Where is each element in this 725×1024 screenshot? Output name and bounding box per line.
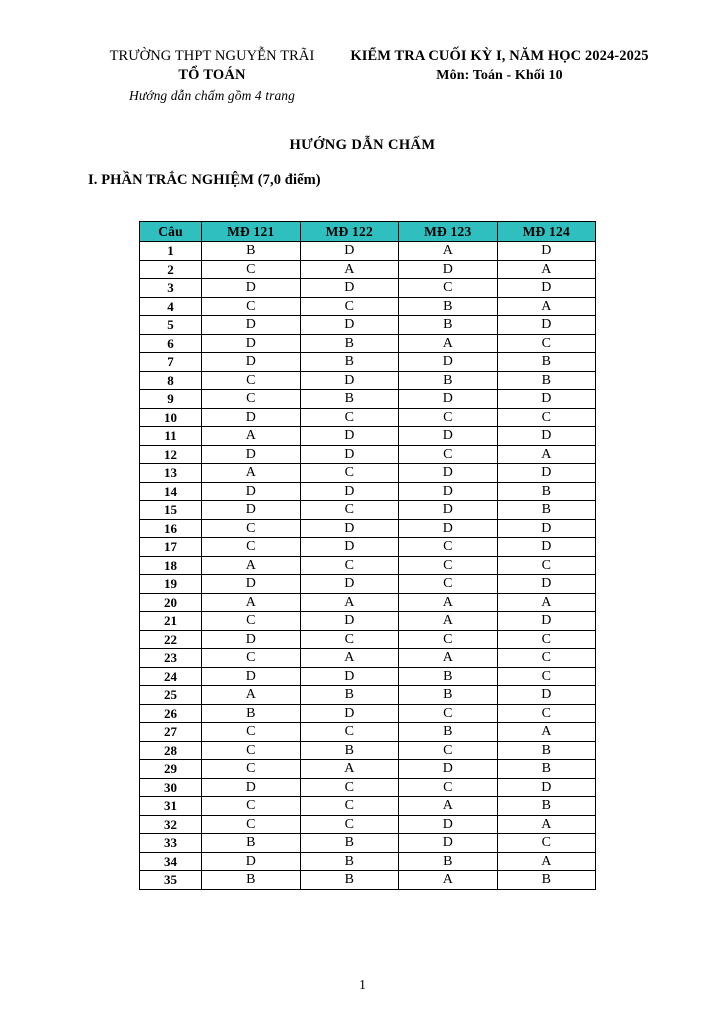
school-name: TRƯỜNG THPT NGUYỄN TRÃI xyxy=(109,48,315,64)
answer-cell: C xyxy=(202,371,301,390)
answer-cell: A xyxy=(497,815,596,834)
table-row xyxy=(140,871,596,890)
answer-cell: A xyxy=(497,445,596,464)
question-number-cell: 27 xyxy=(140,723,202,742)
question-number-cell: 35 xyxy=(140,871,202,890)
column-header-code-123: MĐ 123 xyxy=(399,222,498,242)
answer-cell: A xyxy=(202,427,301,446)
answer-cell: B xyxy=(497,371,596,390)
answer-cell: C xyxy=(497,834,596,853)
question-number-cell: 1 xyxy=(140,242,202,261)
table-row xyxy=(140,482,596,501)
answer-cell: D xyxy=(300,704,399,723)
answer-cell: B xyxy=(202,242,301,261)
answer-cell: B xyxy=(300,871,399,890)
answer-cell: D xyxy=(300,279,399,298)
answer-cell: D xyxy=(300,242,399,261)
answer-cell: B xyxy=(202,834,301,853)
guide-page-count: Hướng dẫn chấm gồm 4 trang xyxy=(128,88,296,104)
question-number-cell: 14 xyxy=(140,482,202,501)
answer-cell: A xyxy=(497,852,596,871)
answer-cell: A xyxy=(399,649,498,668)
table-row xyxy=(140,778,596,797)
exam-title: KIỂM TRA CUỐI KỲ I, NĂM HỌC 2024-2025 xyxy=(350,48,649,64)
answer-cell: C xyxy=(300,778,399,797)
answer-cell: C xyxy=(202,797,301,816)
table-row xyxy=(140,593,596,612)
question-number-cell: 2 xyxy=(140,260,202,279)
question-number-cell: 15 xyxy=(140,501,202,520)
answer-cell: D xyxy=(202,667,301,686)
answer-cell: C xyxy=(202,741,301,760)
answer-key-table-container xyxy=(139,221,595,890)
table-row xyxy=(140,279,596,298)
table-row xyxy=(140,390,596,409)
answer-cell: D xyxy=(399,760,498,779)
answer-cell: B xyxy=(399,723,498,742)
answer-cell: A xyxy=(399,612,498,631)
answer-cell: B xyxy=(399,667,498,686)
answer-cell: C xyxy=(300,501,399,520)
header-left-block xyxy=(88,47,336,104)
exam-subject: Môn: Toán - Khối 10 xyxy=(436,67,563,83)
question-number-cell: 10 xyxy=(140,408,202,427)
question-number-cell: 9 xyxy=(140,390,202,409)
question-number-cell: 17 xyxy=(140,538,202,557)
answer-cell: C xyxy=(202,538,301,557)
answer-cell: D xyxy=(497,390,596,409)
answer-cell: C xyxy=(497,408,596,427)
answer-cell: D xyxy=(300,482,399,501)
table-row xyxy=(140,612,596,631)
answer-cell: B xyxy=(497,501,596,520)
answer-cell: A xyxy=(202,556,301,575)
answer-cell: D xyxy=(202,630,301,649)
answer-cell: C xyxy=(202,519,301,538)
answer-cell: C xyxy=(399,556,498,575)
column-header-code-124: MĐ 124 xyxy=(497,222,596,242)
question-number-cell: 29 xyxy=(140,760,202,779)
table-row xyxy=(140,723,596,742)
answer-cell: B xyxy=(399,686,498,705)
answer-cell: C xyxy=(202,760,301,779)
question-number-cell: 25 xyxy=(140,686,202,705)
answer-cell: A xyxy=(497,593,596,612)
question-number-cell: 24 xyxy=(140,667,202,686)
answer-cell: B xyxy=(497,741,596,760)
answer-cell: D xyxy=(497,519,596,538)
department-name: TỔ TOÁN xyxy=(178,66,246,83)
answer-cell: C xyxy=(399,408,498,427)
answer-cell: B xyxy=(300,353,399,372)
answer-cell: B xyxy=(300,852,399,871)
question-number-cell: 7 xyxy=(140,353,202,372)
answer-cell: D xyxy=(497,778,596,797)
answer-cell: D xyxy=(399,260,498,279)
question-number-cell: 30 xyxy=(140,778,202,797)
answer-cell: A xyxy=(399,593,498,612)
answer-cell: C xyxy=(399,741,498,760)
answer-cell: B xyxy=(300,390,399,409)
table-row xyxy=(140,704,596,723)
question-number-cell: 23 xyxy=(140,649,202,668)
answer-cell: D xyxy=(497,242,596,261)
answer-cell: A xyxy=(300,649,399,668)
question-number-cell: 22 xyxy=(140,630,202,649)
answer-cell: D xyxy=(300,612,399,631)
table-row xyxy=(140,834,596,853)
answer-cell: B xyxy=(300,686,399,705)
answer-cell: A xyxy=(202,593,301,612)
answer-cell: B xyxy=(399,371,498,390)
answer-cell: D xyxy=(300,427,399,446)
answer-cell: D xyxy=(497,427,596,446)
table-row xyxy=(140,501,596,520)
answer-cell: C xyxy=(202,723,301,742)
answer-cell: C xyxy=(202,297,301,316)
page-title: HƯỚNG DẪN CHẤM xyxy=(289,137,436,153)
answer-cell: C xyxy=(202,612,301,631)
document-header xyxy=(0,47,725,104)
question-number-cell: 11 xyxy=(140,427,202,446)
answer-cell: D xyxy=(497,612,596,631)
question-number-cell: 18 xyxy=(140,556,202,575)
question-number-cell: 28 xyxy=(140,741,202,760)
answer-key-table xyxy=(139,221,596,890)
answer-cell: D xyxy=(202,482,301,501)
answer-cell: D xyxy=(497,538,596,557)
answer-cell: C xyxy=(300,464,399,483)
answer-cell: C xyxy=(399,630,498,649)
answer-cell: D xyxy=(300,575,399,594)
column-header-question: Câu xyxy=(140,222,202,242)
answer-cell: D xyxy=(399,501,498,520)
answer-cell: D xyxy=(202,575,301,594)
answer-cell: A xyxy=(399,242,498,261)
answer-cell: C xyxy=(497,704,596,723)
answer-cell: B xyxy=(497,797,596,816)
question-number-cell: 13 xyxy=(140,464,202,483)
answer-cell: D xyxy=(300,519,399,538)
table-row xyxy=(140,556,596,575)
question-number-cell: 3 xyxy=(140,279,202,298)
table-row xyxy=(140,630,596,649)
table-row xyxy=(140,538,596,557)
answer-cell: C xyxy=(399,575,498,594)
answer-cell: D xyxy=(497,575,596,594)
answer-cell: C xyxy=(497,649,596,668)
table-row xyxy=(140,667,596,686)
answer-cell: C xyxy=(300,723,399,742)
table-row xyxy=(140,519,596,538)
question-number-cell: 21 xyxy=(140,612,202,631)
question-number-cell: 32 xyxy=(140,815,202,834)
answer-cell: C xyxy=(202,260,301,279)
answer-cell: D xyxy=(399,353,498,372)
answer-cell: B xyxy=(497,871,596,890)
table-row xyxy=(140,371,596,390)
answer-cell: D xyxy=(202,445,301,464)
table-row xyxy=(140,408,596,427)
answer-cell: D xyxy=(300,538,399,557)
answer-cell: B xyxy=(399,297,498,316)
question-number-cell: 6 xyxy=(140,334,202,353)
answer-cell: B xyxy=(300,834,399,853)
table-row xyxy=(140,353,596,372)
answer-cell: D xyxy=(300,667,399,686)
answer-cell: D xyxy=(202,852,301,871)
answer-cell: C xyxy=(497,556,596,575)
section-heading-multiple-choice: I. PHẦN TRẮC NGHIỆM (7,0 điểm) xyxy=(88,172,321,188)
column-header-code-121: MĐ 121 xyxy=(202,222,301,242)
answer-cell: B xyxy=(300,741,399,760)
answer-cell: A xyxy=(399,334,498,353)
answer-cell: D xyxy=(399,834,498,853)
answer-cell: A xyxy=(399,871,498,890)
answer-cell: D xyxy=(399,427,498,446)
answer-cell: A xyxy=(497,260,596,279)
question-number-cell: 34 xyxy=(140,852,202,871)
question-number-cell: 5 xyxy=(140,316,202,335)
question-number-cell: 19 xyxy=(140,575,202,594)
answer-cell: C xyxy=(202,390,301,409)
answer-cell: A xyxy=(202,464,301,483)
answer-cell: D xyxy=(300,445,399,464)
answer-cell: C xyxy=(399,704,498,723)
answer-cell: B xyxy=(497,760,596,779)
question-number-cell: 31 xyxy=(140,797,202,816)
answer-cell: B xyxy=(399,852,498,871)
answer-cell: C xyxy=(399,279,498,298)
answer-cell: D xyxy=(202,353,301,372)
answer-cell: B xyxy=(399,316,498,335)
question-number-cell: 4 xyxy=(140,297,202,316)
table-row xyxy=(140,297,596,316)
header-right-block xyxy=(336,47,663,84)
answer-cell: D xyxy=(202,778,301,797)
answer-cell: D xyxy=(202,408,301,427)
table-row xyxy=(140,649,596,668)
table-row xyxy=(140,852,596,871)
answer-cell: D xyxy=(202,334,301,353)
table-row xyxy=(140,427,596,446)
table-row xyxy=(140,260,596,279)
question-number-cell: 20 xyxy=(140,593,202,612)
answer-cell: B xyxy=(497,482,596,501)
table-head xyxy=(140,222,596,242)
answer-cell: A xyxy=(497,297,596,316)
table-row xyxy=(140,575,596,594)
table-row xyxy=(140,797,596,816)
answer-cell: C xyxy=(399,778,498,797)
answer-cell: D xyxy=(202,316,301,335)
question-number-cell: 16 xyxy=(140,519,202,538)
answer-cell: A xyxy=(300,593,399,612)
question-number-cell: 12 xyxy=(140,445,202,464)
table-row xyxy=(140,445,596,464)
answer-cell: D xyxy=(497,316,596,335)
question-number-cell: 33 xyxy=(140,834,202,853)
answer-cell: A xyxy=(497,723,596,742)
answer-cell: C xyxy=(300,815,399,834)
answer-cell: C xyxy=(497,630,596,649)
answer-cell: C xyxy=(300,797,399,816)
answer-cell: C xyxy=(300,297,399,316)
answer-cell: D xyxy=(399,464,498,483)
page-number: 1 xyxy=(359,977,366,992)
answer-cell: C xyxy=(202,815,301,834)
answer-cell: A xyxy=(300,760,399,779)
table-header-row xyxy=(140,222,596,242)
answer-cell: A xyxy=(300,260,399,279)
table-row xyxy=(140,464,596,483)
answer-cell: C xyxy=(300,556,399,575)
answer-cell: D xyxy=(202,501,301,520)
answer-cell: D xyxy=(300,371,399,390)
answer-cell: D xyxy=(497,686,596,705)
answer-cell: C xyxy=(300,630,399,649)
answer-cell: D xyxy=(399,519,498,538)
answer-cell: B xyxy=(497,353,596,372)
table-row xyxy=(140,686,596,705)
answer-cell: D xyxy=(399,390,498,409)
answer-cell: D xyxy=(497,279,596,298)
table-row xyxy=(140,815,596,834)
answer-cell: B xyxy=(300,334,399,353)
answer-cell: C xyxy=(399,445,498,464)
answer-cell: D xyxy=(399,815,498,834)
table-row xyxy=(140,760,596,779)
answer-cell: C xyxy=(497,667,596,686)
answer-cell: D xyxy=(399,482,498,501)
question-number-cell: 26 xyxy=(140,704,202,723)
table-row xyxy=(140,334,596,353)
answer-cell: A xyxy=(202,686,301,705)
answer-cell: B xyxy=(202,871,301,890)
answer-cell: C xyxy=(497,334,596,353)
answer-cell: A xyxy=(399,797,498,816)
table-row xyxy=(140,741,596,760)
answer-cell: C xyxy=(399,538,498,557)
table-row xyxy=(140,242,596,261)
answer-cell: D xyxy=(202,279,301,298)
table-row xyxy=(140,316,596,335)
question-number-cell: 8 xyxy=(140,371,202,390)
answer-cell: B xyxy=(202,704,301,723)
answer-cell: C xyxy=(300,408,399,427)
column-header-code-122: MĐ 122 xyxy=(300,222,399,242)
answer-cell: C xyxy=(202,649,301,668)
table-body xyxy=(140,242,596,890)
answer-cell: D xyxy=(300,316,399,335)
answer-cell: D xyxy=(497,464,596,483)
